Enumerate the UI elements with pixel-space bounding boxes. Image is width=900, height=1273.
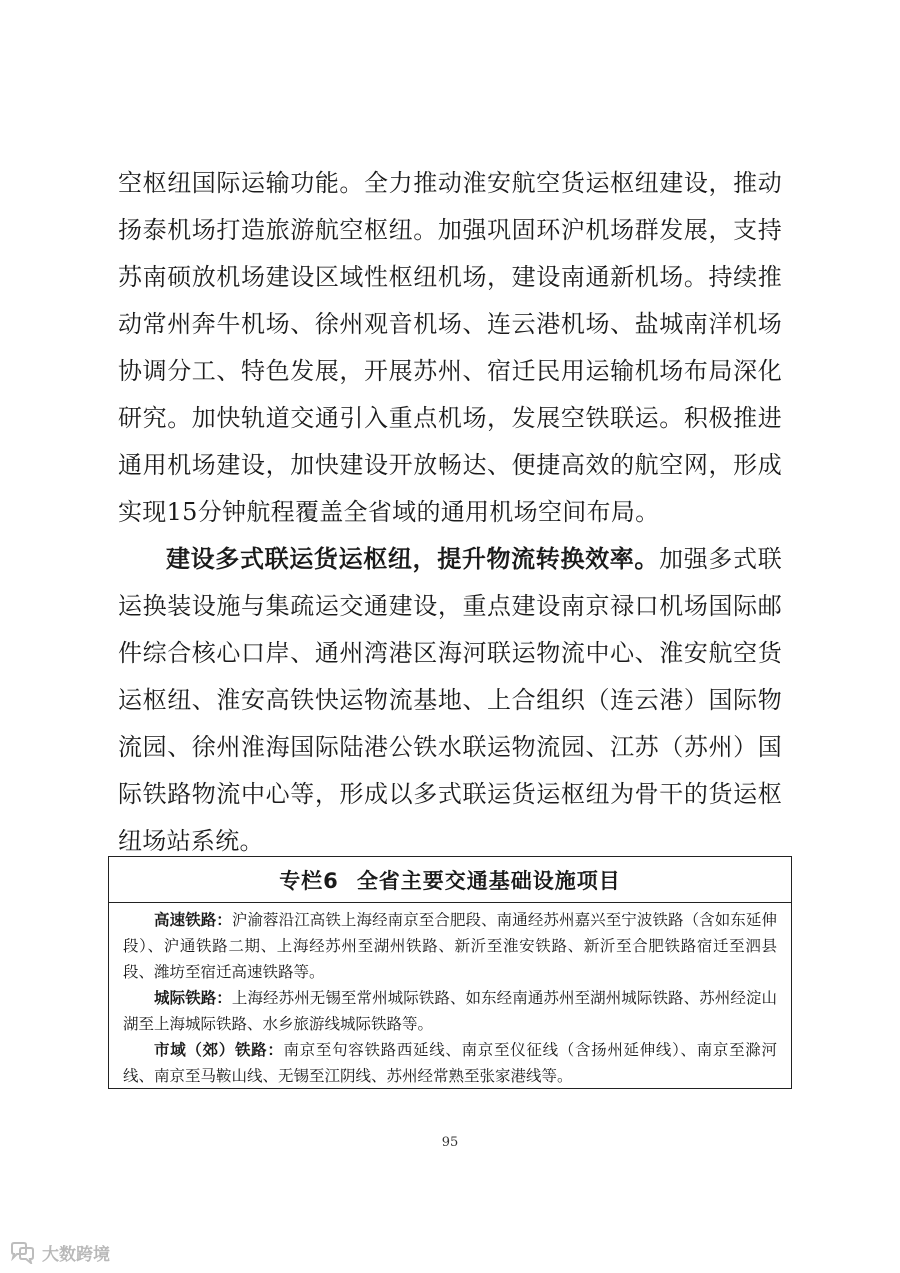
column-item-intercity-rail	[123, 985, 777, 1037]
column-item-category: 高速铁路：	[154, 911, 232, 929]
column-box	[108, 856, 792, 1089]
page-number: 95	[441, 1135, 459, 1150]
column-item-text: 南京至句容铁路西延线、南京至仪征线（含扬州延伸线）、南京至滁河线、南京至马鞍山线、无锡至江阴线、苏州经常熟至张家港线等。	[123, 1041, 777, 1085]
paragraph-2	[118, 536, 782, 865]
paragraph-1	[118, 160, 782, 536]
watermark-text: 大数跨境	[42, 1245, 110, 1265]
column-item-suburban-rail	[123, 1037, 777, 1089]
column-item-text: 沪渝蓉沿江高铁上海经南京至合肥段、南通经苏州嘉兴至宁波铁路（含如东延伸段）、沪通铁路二期、上海经苏州至湖州铁路、新沂至淮安铁路、新沂至合肥铁路宿迁至泗县段、潍坊至宿迁高速铁路等。	[123, 911, 777, 981]
column-item-category: 城际铁路：	[154, 989, 232, 1007]
watermark	[8, 1240, 110, 1265]
body-text	[118, 160, 782, 865]
paragraph-2-lead: 建设多式联运货运枢纽，提升物流转换效率。	[166, 545, 660, 573]
paragraph-1-text: 空枢纽国际运输功能。全力推动淮安航空货运枢纽建设，推动扬泰机场打造旅游航空枢纽。加强巩固环沪机场群发展，支持苏南硕放机场建设区域性枢纽机场，建设南通新机场。持续推动常州奔牛机场、徐州观音机场、连云港机场、盐城南洋机场协调分工、特色发展，开展苏州、宿迁民用运输机场布局深化研究。加快轨道交通引入重点机场，发展空铁联运。积极推进通用机场建设，加快建设开放畅达、便捷高效的航空网，形成实现15分钟航程覆盖全省域的通用机场空间布局。	[118, 169, 782, 526]
column-box-title-main: 全省主要交通基础设施项目	[356, 868, 621, 893]
column-box-title-prefix: 专栏6	[279, 868, 339, 893]
column-box-body	[109, 903, 791, 1089]
column-item-high-speed-rail	[123, 907, 777, 985]
paragraph-2-text: 加强多式联运换装设施与集疏运交通建设，重点建设南京禄口机场国际邮件综合核心口岸、通州湾港区海河联运物流中心、淮安航空货运枢纽、淮安高铁快运物流基地、上合组织（连云港）国际物流园、徐州淮海国际陆港公铁水联运物流园、江苏（苏州）国际铁路物流中心等，形成以多式联运货运枢纽为骨干的货运枢纽场站系统。	[118, 545, 783, 855]
column-item-category: 市域（郊）铁路：	[154, 1041, 284, 1059]
column-box-title	[109, 857, 791, 903]
column-item-text: 上海经苏州无锡至常州城际铁路、如东经南通苏州至湖州城际铁路、苏州经淀山湖至上海城际铁路、水乡旅游线城际铁路等。	[123, 989, 777, 1033]
chat-bubble-logo-icon	[8, 1242, 36, 1264]
